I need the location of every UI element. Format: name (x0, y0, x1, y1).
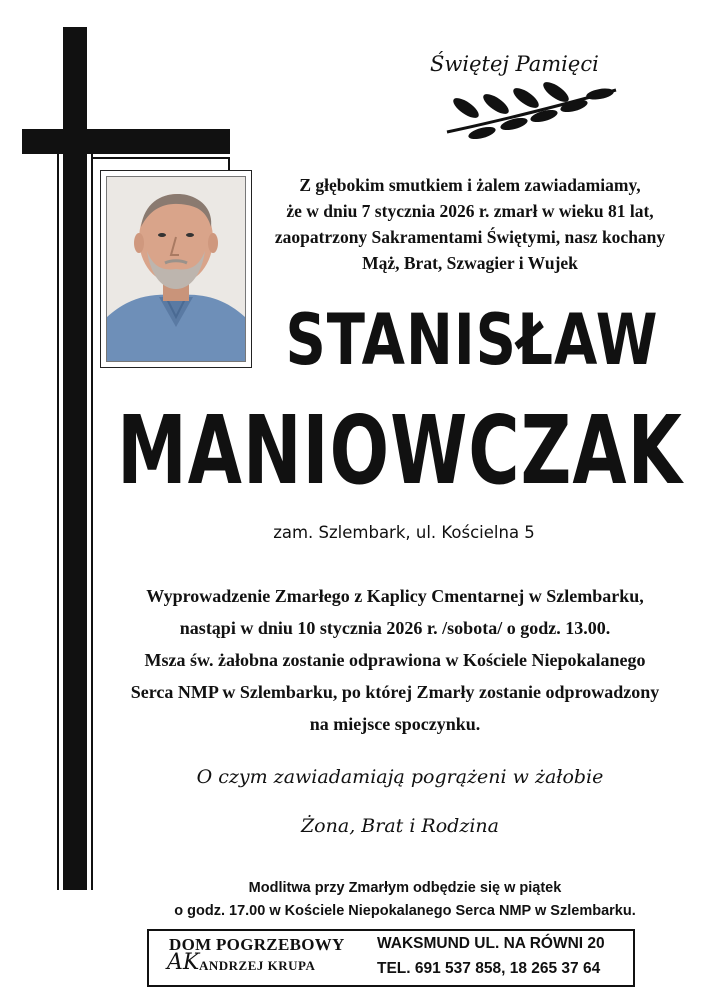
cross-arm (22, 129, 230, 154)
funeral-home-address: WAKSMUND UL. NA RÓWNI 20 (377, 935, 605, 952)
deceased-last-name: MANIOWCZAK (117, 395, 683, 506)
olive-branch-icon (444, 82, 619, 140)
portrait-photo (100, 170, 252, 368)
portrait-image (106, 176, 246, 362)
funeral-home-box (147, 929, 635, 987)
intro-line: Z głębokim smutkiem i żalem zawiadamiamy, (299, 175, 641, 195)
funeral-home-logo: AK (167, 950, 200, 975)
cross-outline-arm (93, 157, 230, 159)
intro-line: zaopatrzony Sakramentami Świętymi, nasz kochany (274, 227, 666, 247)
intro-line: że w dniu 7 stycznia 2026 r. zmarł w wieku 81 lat, (286, 201, 654, 221)
page-title: Świętej Pamięci (430, 52, 599, 76)
deceased-first-name: STANISŁAW (285, 300, 659, 382)
mourners-family: Żona, Brat i Rodzina (300, 815, 499, 837)
details-line: Msza św. żałobna zostanie odprawiona w Kościele Niepokalanego (144, 650, 646, 670)
details-line: na miejsce spoczynku. (309, 714, 481, 734)
details-line: nastąpi w dniu 10 stycznia 2026 r. /sobota/ o godz. 13.00. (179, 618, 611, 638)
cross-icon (63, 27, 87, 890)
prayer-info (120, 877, 690, 923)
cross-outline-arm-end (228, 157, 230, 171)
funeral-home-owner: ANDRZEJ KRUPA (199, 958, 316, 973)
details-line: Serca NMP w Szlembarku, po której Zmarły zostanie odprowadzony (130, 682, 660, 702)
mourners-notice: O czym zawiadamiają pogrążeni w żałobie (196, 766, 604, 788)
deceased-address: zam. Szlembark, ul. Kościelna 5 (273, 523, 535, 542)
cross-outline-right (91, 154, 93, 890)
funeral-home-name: DOM POGRZEBOWY (169, 935, 345, 954)
funeral-home-phone: TEL. 691 537 858, 18 265 37 64 (377, 960, 601, 977)
cross-outline-left (57, 154, 59, 890)
ceremony-details (95, 580, 695, 740)
intro-line: Mąż, Brat, Szwagier i Wujek (362, 253, 578, 273)
announcement-intro (255, 172, 685, 276)
prayer-line: o godz. 17.00 w Kościele Niepokalanego Serca NMP w Szlembarku. (174, 903, 636, 919)
details-line: Wyprowadzenie Zmarłego z Kaplicy Cmentarnej w Szlembarku, (146, 586, 644, 606)
prayer-line: Modlitwa przy Zmarłym odbędzie się w piątek (248, 880, 562, 896)
